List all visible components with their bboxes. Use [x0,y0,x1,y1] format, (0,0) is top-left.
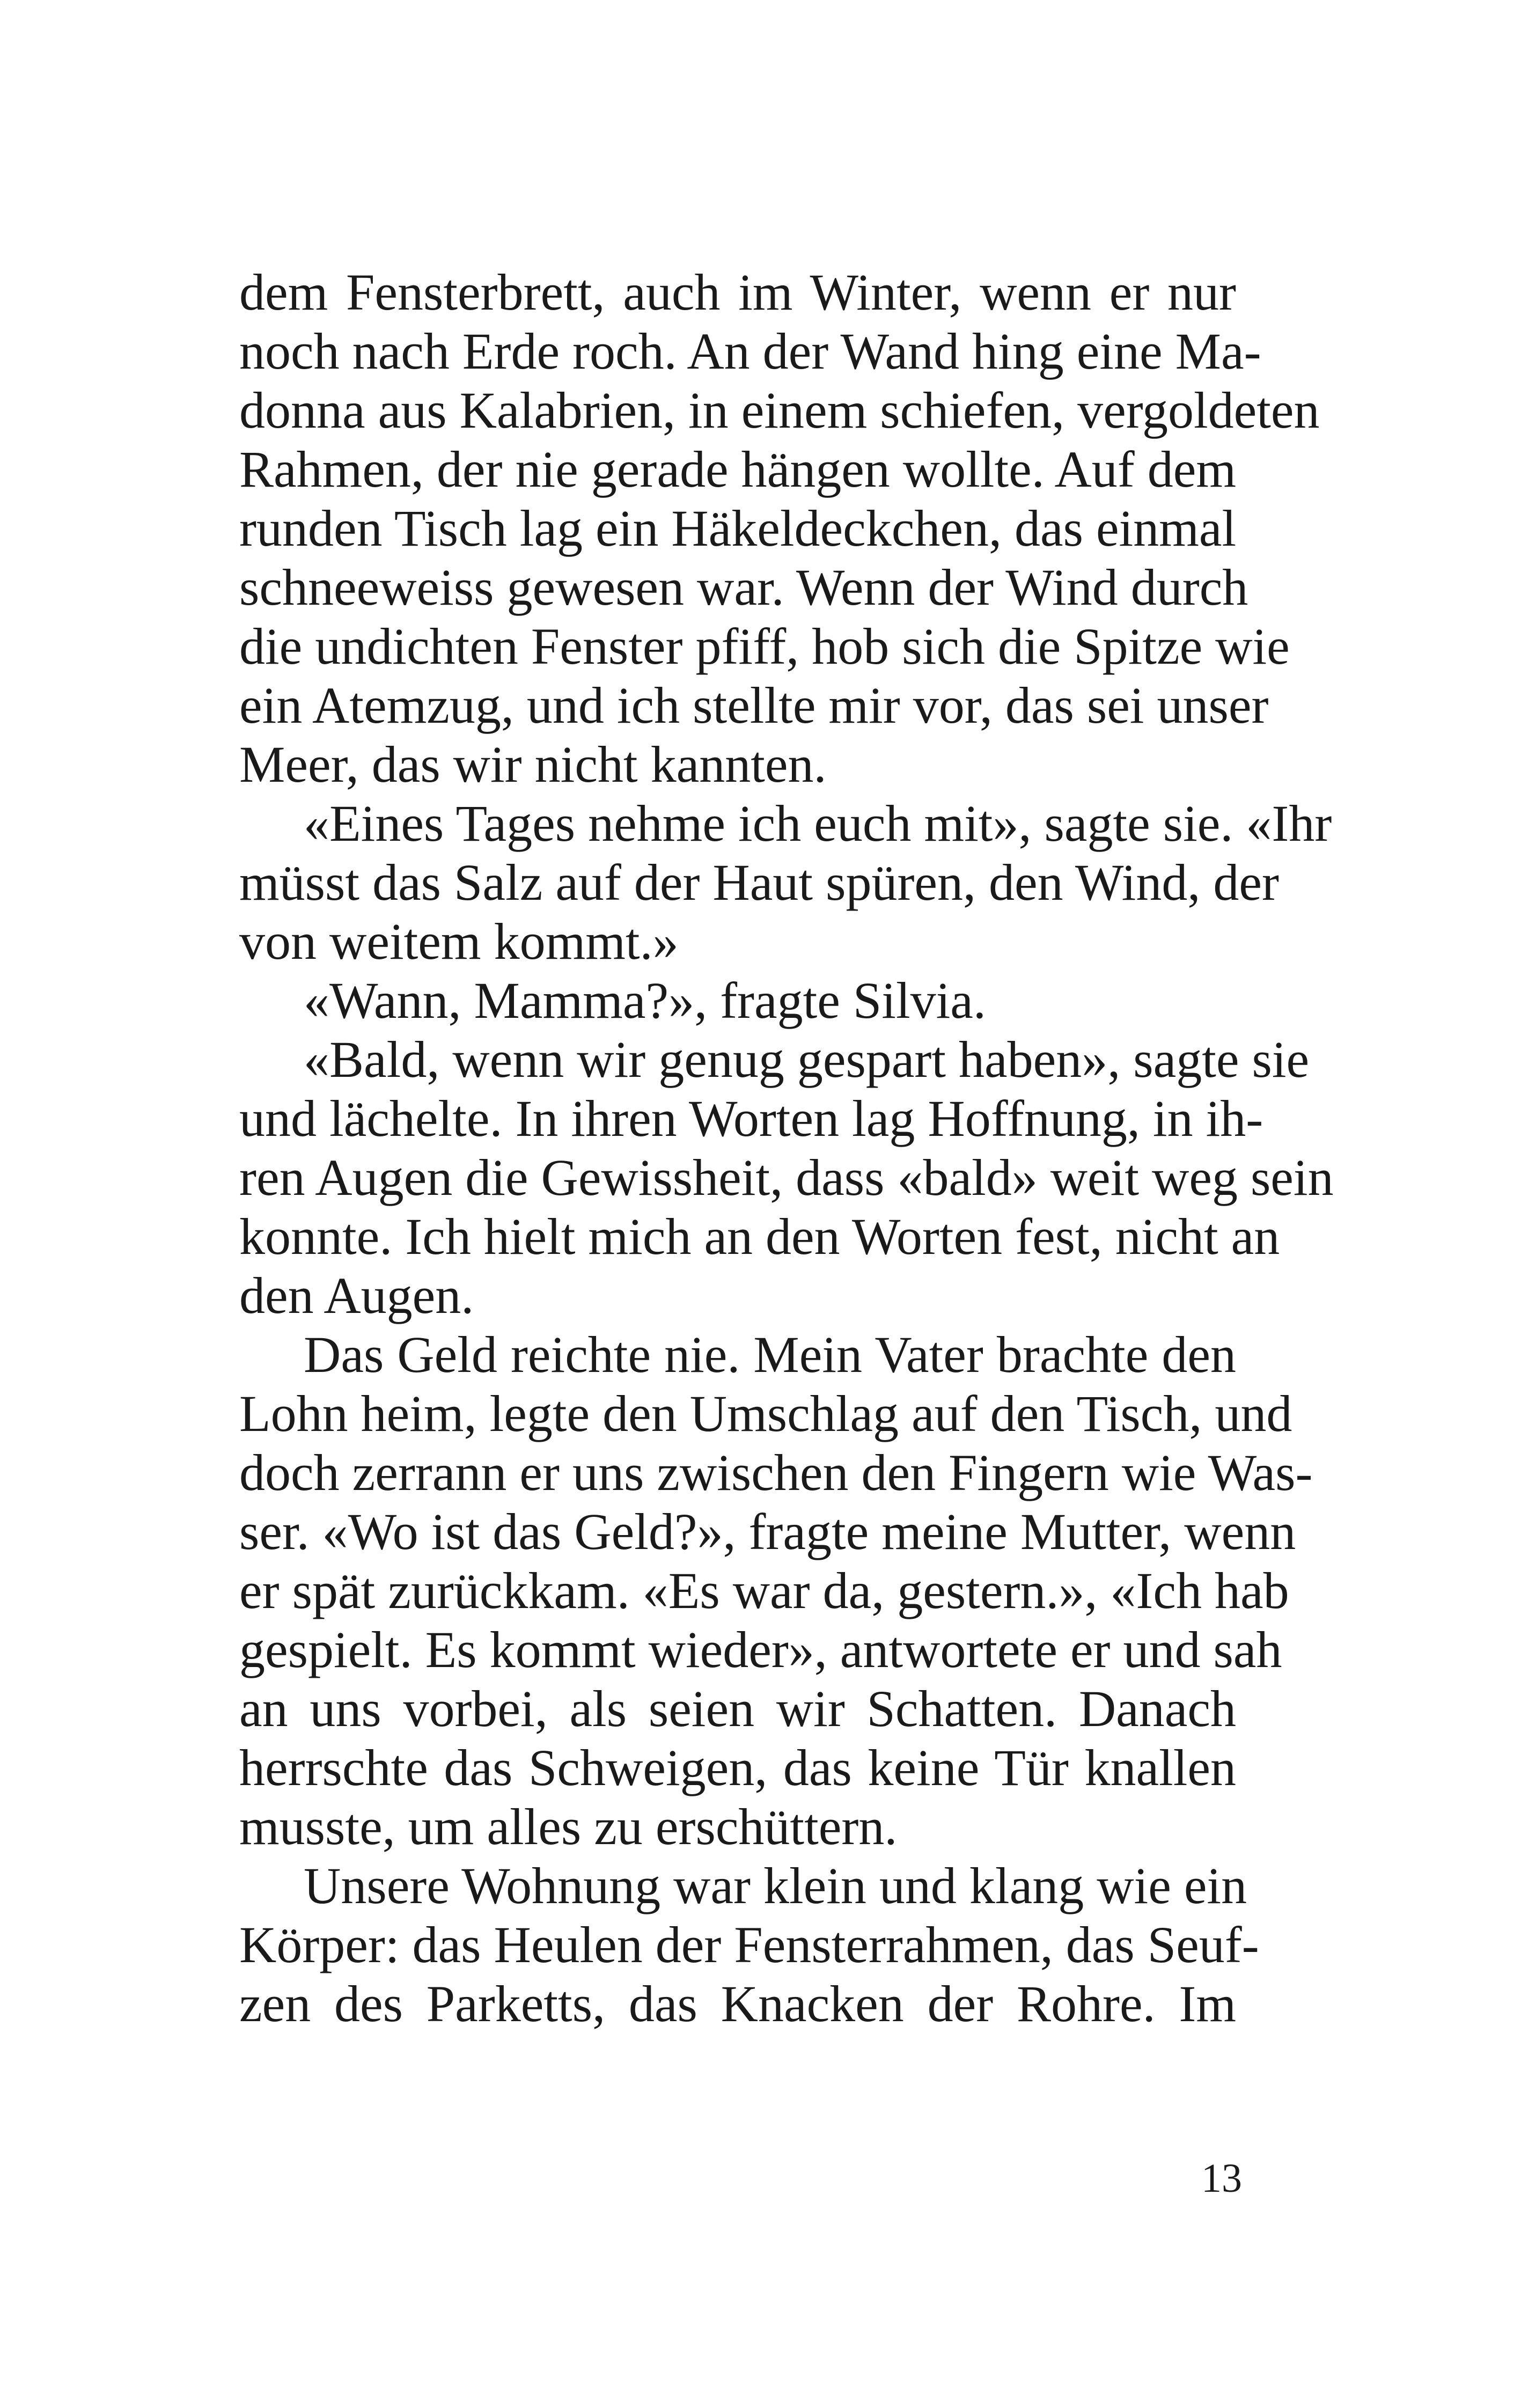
text-line: den Augen. [239,1267,474,1324]
text-line: müsst das Salz auf der Haut spüren, den Wind, der [239,854,1279,911]
text-line: und lächelte. In ihren Worten lag Hoffnung, in ih- [239,1090,1263,1147]
body-text [239,263,1334,2033]
text-line: noch nach Erde roch. An der Wand hing eine Ma- [239,322,1261,380]
text-line: an uns vorbei, als seien wir Schatten. Danach [239,1680,1236,1737]
text-line: ren Augen die Gewissheit, dass «bald» weit weg sein [239,1149,1334,1206]
text-line: Unsere Wohnung war klein und klang wie ein [304,1857,1247,1914]
text-line: gespielt. Es kommt wieder», antwortete er und sah [239,1621,1282,1678]
text-line: donna aus Kalabrien, in einem schiefen, vergoldeten [239,381,1320,439]
text-line: runden Tisch lag ein Häkeldeckchen, das einmal [239,500,1237,557]
page-number: 13 [1201,2156,1242,2201]
text-line: herrschte das Schweigen, das keine Tür knallen [239,1739,1236,1796]
text-line: «Wann, Mamma?», fragte Silvia. [304,972,986,1029]
text-line: die undichten Fenster pfiff, hob sich die Spitze wie [239,618,1290,675]
text-line: ein Atemzug, und ich stellte mir vor, das sei unser [239,677,1269,734]
text-line: er spät zurückkam. «Es war da, gestern.», «Ich hab [239,1562,1289,1619]
text-line: Lohn heim, legte den Umschlag auf den Tisch, und [239,1385,1292,1442]
text-line: Das Geld reichte nie. Mein Vater brachte den [304,1326,1236,1383]
text-line: «Eines Tages nehme ich euch mit», sagte sie. «Ihr [304,795,1332,852]
text-line: schneeweiss gewesen war. Wenn der Wind durch [239,559,1248,616]
text-line: Körper: das Heulen der Fensterrahmen, das Seuf- [239,1916,1259,1973]
text-line: ser. «Wo ist das Geld?», fragte meine Mutter, wenn [239,1503,1296,1560]
text-line: von weitem kommt.» [239,913,679,970]
text-line: zen des Parketts, das Knacken der Rohre. Im [239,1975,1236,2032]
text-line: konnte. Ich hielt mich an den Worten fest, nicht an [239,1208,1280,1265]
text-line: «Bald, wenn wir genug gespart haben», sagte sie [304,1031,1310,1088]
text-line: doch zerrann er uns zwischen den Fingern wie Was- [239,1444,1313,1501]
text-line: dem Fensterbrett, auch im Winter, wenn er nur [239,263,1236,321]
text-line: Rahmen, der nie gerade hängen wollte. Auf dem [239,441,1237,498]
text-line: musste, um alles zu erschüttern. [239,1798,898,1855]
text-line: Meer, das wir nicht kannten. [239,736,827,793]
